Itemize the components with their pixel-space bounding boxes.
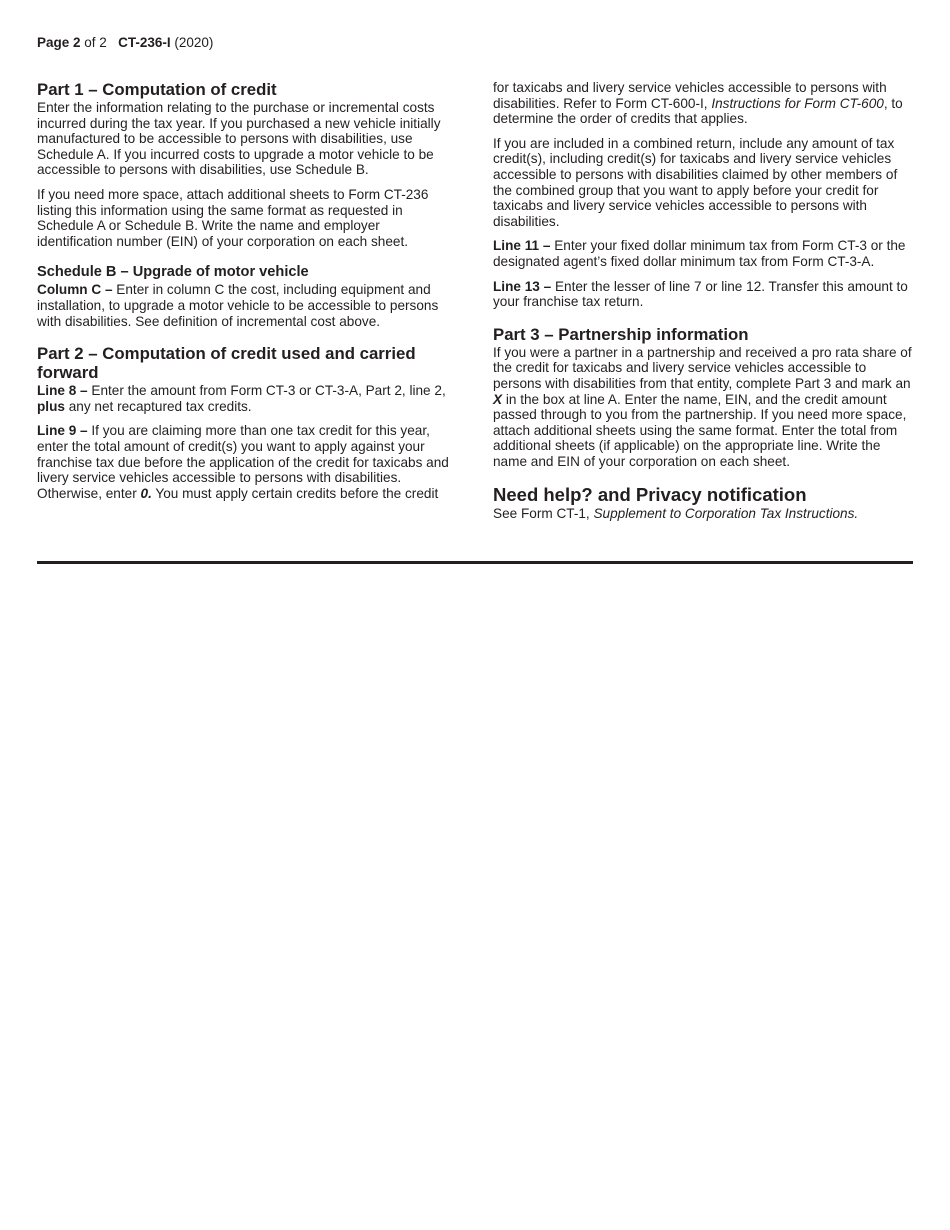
line13-text: Enter the lesser of line 7 or line 12. Transfer this amount to your franchise tax return. [493, 278, 908, 310]
form-id: CT-236-I [118, 35, 171, 50]
part3-paragraph [493, 345, 915, 470]
line13-paragraph [493, 279, 915, 310]
line9-text-a: If you are claiming more than one tax credit for this year, enter the total amount of credit(s) you want to apply against your franchise tax due before the application of the credit for taxicabs and livery service vehicles accessible to persons with disabilities. Otherwise, enter [37, 423, 449, 501]
part3-text-a: If you were a partner in a partnership and received a pro rata share of the credit for taxicabs and livery service vehicles accessible to persons with disabilities from that entity, complete Part 3 and mark an [493, 344, 912, 391]
line8-text-b: any net recaptured tax credits. [64, 398, 252, 414]
x-mark: X [493, 391, 503, 407]
right-column [493, 80, 915, 531]
page-number: Page 2 [37, 35, 81, 50]
column-c-text: Enter in column C the cost, including equipment and installation, to upgrade a motor vehicle to be accessible to persons with disabilities. See definition of incremental cost above. [37, 282, 439, 329]
form-year: (2020) [174, 35, 214, 50]
line9-paragraph [37, 423, 457, 501]
part1-heading: Part 1 – Computation of credit [37, 80, 277, 99]
schedule-b-heading: Schedule B – Upgrade of motor vehicle [37, 264, 309, 281]
part3-text-b: in the box at line A. Enter the name, EIN, and the credit amount passed through to you from the partnership. If you need more space, attach additional sheets using the same format. Enter the total from additional sheets (if applicable) on the appropriate line. Write the name and EIN of your corporation on each sheet. [493, 391, 907, 469]
ct600-instructions-title: Instructions for Form CT-600 [711, 95, 884, 111]
page-header [37, 34, 213, 52]
line8-text-a: Enter the amount from Form CT-3 or CT-3-A, Part 2, line 2, [87, 383, 446, 399]
line11-label: Line 11 – [493, 238, 551, 254]
column-c-paragraph [37, 282, 457, 329]
line8-paragraph [37, 383, 457, 414]
part3-heading: Part 3 – Partnership information [493, 324, 749, 344]
combined-return-paragraph: If you are included in a combined return, include any amount of tax credit(s), including credit(s) for taxicabs and livery service vehicles accessible to persons with disabilities claimed by other members of the combined group that you want to apply before your credit for taxicabs and livery service vehicles accessible to persons with disabilities. [493, 135, 898, 229]
line9-continued-paragraph [493, 80, 915, 127]
ct1-supplement-title: Supplement to Corporation Tax Instructions. [593, 506, 859, 522]
line11-text: Enter your fixed dollar minimum tax from Form CT-3 or the designated agent’s fixed dollar minimum tax from Form CT-3-A. [493, 238, 906, 269]
continued-text-a: for taxicabs and livery service vehicles accessible to persons with disabilities. Refer to Form CT-600-I, [493, 80, 887, 111]
line9-zero: 0. [140, 485, 152, 501]
line13-label: Line 13 – [493, 278, 552, 294]
bottom-rule [37, 561, 913, 564]
help-text: See Form CT-1, [493, 506, 594, 522]
help-paragraph [493, 506, 915, 522]
line8-label: Line 8 – [37, 383, 88, 399]
line8-plus: plus [37, 398, 65, 414]
column-c-label: Column C – [37, 282, 113, 298]
line9-label: Line 9 – [37, 423, 88, 439]
page-total: of 2 [80, 35, 107, 50]
continued-text-b: , to determine the order of credits that applies. [493, 95, 903, 127]
help-heading: Need help? and Privacy notification [493, 484, 807, 506]
line9-text-b: You must apply certain credits before the credit [151, 485, 439, 501]
line11-paragraph [493, 238, 915, 269]
part1-paragraph-1: Enter the information relating to the purchase or incremental costs incurred during the tax year. If you purchased a new vehicle initially manufactured to be accessible to persons with disabilities, use Schedule A. If you incurred costs to upgrade a motor vehicle to be accessible to persons with disabilities, use Schedule B. [37, 100, 441, 178]
left-column [37, 80, 457, 510]
part2-heading: Part 2 – Computation of credit used and carried forward [37, 344, 416, 383]
part1-paragraph-2: If you need more space, attach additional sheets to Form CT-236 listing this information using the same format as requested in Schedule A or Schedule B. Write the name and employer identification number (EIN) of your corporation on each sheet. [37, 186, 429, 249]
